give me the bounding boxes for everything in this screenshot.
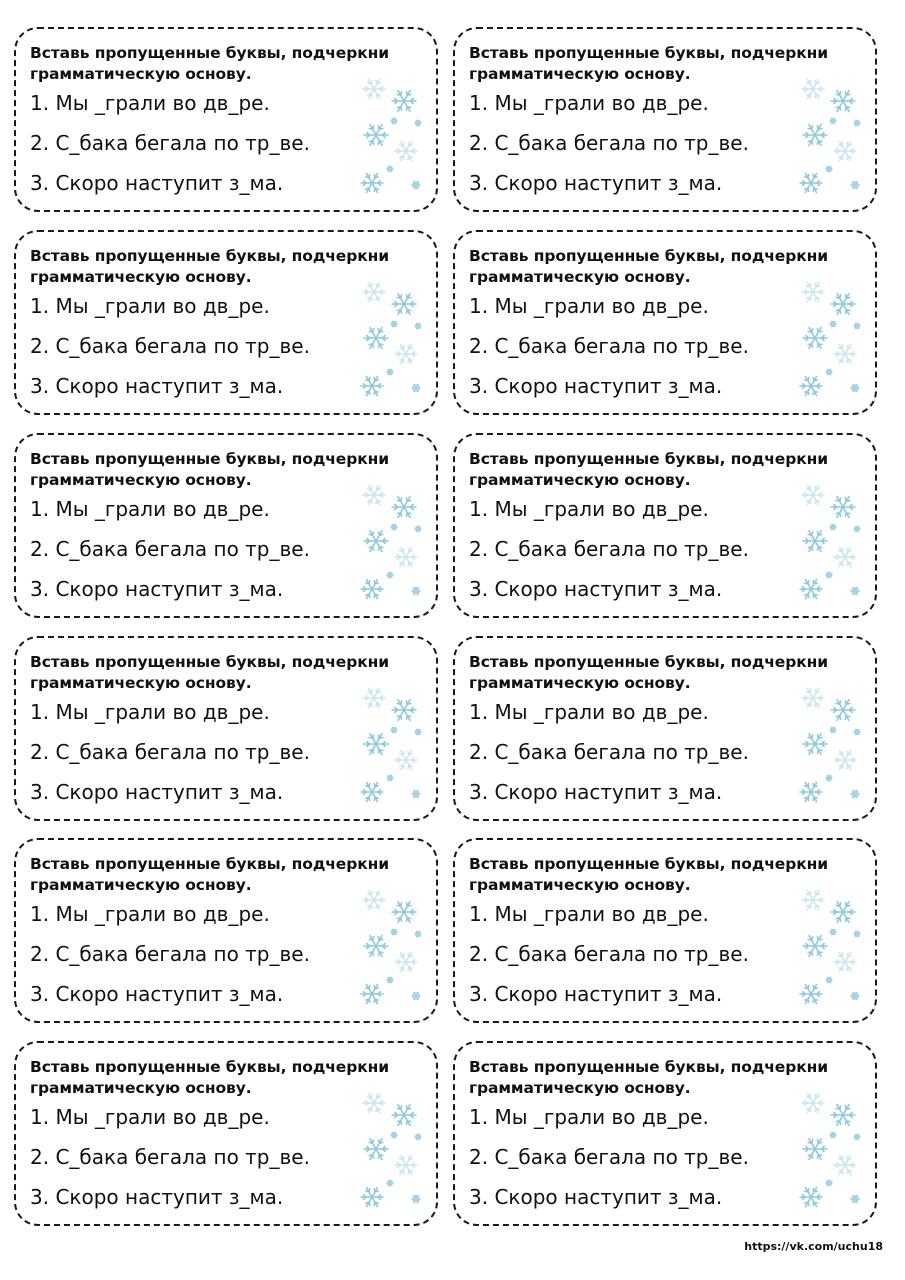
exercise-card: [453, 838, 877, 1023]
exercise-card: [14, 838, 438, 1023]
exercise-card: [453, 1041, 877, 1226]
task-sentence: 2. С_бака бегала по тр_ве.: [469, 942, 749, 966]
card-instruction: Вставь пропущенные буквы, подчеркни грамматическую основу.: [469, 450, 828, 489]
task-sentence: 1. Мы _грали во дв_ре.: [469, 700, 709, 724]
snowflakes-icon: [799, 888, 865, 1010]
exercise-card: [14, 27, 438, 212]
task-sentence: 1. Мы _грали во дв_ре.: [469, 294, 709, 318]
task-sentence: 2. С_бака бегала по тр_ве.: [469, 334, 749, 358]
snowflakes-icon: [799, 77, 865, 199]
task-sentence: 2. С_бака бегала по тр_ве.: [30, 334, 310, 358]
snowflakes-icon: [799, 1091, 865, 1213]
task-sentence: 3. Скоро наступит з_ма.: [469, 780, 723, 804]
task-sentence: 3. Скоро наступит з_ма.: [30, 577, 284, 601]
exercise-card: [453, 230, 877, 415]
task-sentence: 1. Мы _грали во дв_ре.: [469, 497, 709, 521]
card-instruction: Вставь пропущенные буквы, подчеркни грамматическую основу.: [469, 1058, 828, 1097]
snowflakes-icon: [360, 888, 426, 1010]
snowflakes-icon: [360, 280, 426, 402]
task-sentence: 3. Скоро наступит з_ма.: [30, 374, 284, 398]
task-sentence: 1. Мы _грали во дв_ре.: [30, 1105, 270, 1129]
task-sentence: 2. С_бака бегала по тр_ве.: [469, 1145, 749, 1169]
snowflakes-icon: [799, 686, 865, 808]
task-sentence: 3. Скоро наступит з_ма.: [469, 982, 723, 1006]
task-sentence: 3. Скоро наступит з_ма.: [469, 374, 723, 398]
card-instruction: Вставь пропущенные буквы, подчеркни грамматическую основу.: [469, 653, 828, 692]
task-sentence: 1. Мы _грали во дв_ре.: [30, 700, 270, 724]
exercise-card: [453, 27, 877, 212]
task-sentence: 1. Мы _грали во дв_ре.: [469, 902, 709, 926]
card-instruction: Вставь пропущенные буквы, подчеркни грамматическую основу.: [30, 44, 389, 83]
source-url: https://vk.com/uchu18: [744, 1240, 883, 1253]
task-sentence: 2. С_бака бегала по тр_ве.: [30, 537, 310, 561]
exercise-card: [453, 636, 877, 821]
task-sentence: 3. Скоро наступит з_ма.: [30, 1185, 284, 1209]
exercise-card: [14, 636, 438, 821]
task-sentence: 3. Скоро наступит з_ма.: [30, 982, 284, 1006]
exercise-card: [14, 230, 438, 415]
exercise-card: [14, 1041, 438, 1226]
task-sentence: 2. С_бака бегала по тр_ве.: [30, 1145, 310, 1169]
card-instruction: Вставь пропущенные буквы, подчеркни грамматическую основу.: [469, 247, 828, 286]
task-sentence: 3. Скоро наступит з_ма.: [469, 577, 723, 601]
task-sentence: 2. С_бака бегала по тр_ве.: [30, 942, 310, 966]
snowflakes-icon: [360, 686, 426, 808]
task-sentence: 3. Скоро наступит з_ма.: [30, 780, 284, 804]
task-sentence: 1. Мы _грали во дв_ре.: [30, 294, 270, 318]
exercise-card: [453, 433, 877, 618]
task-sentence: 3. Скоро наступит з_ма.: [30, 171, 284, 195]
task-sentence: 1. Мы _грали во дв_ре.: [30, 497, 270, 521]
snowflakes-icon: [360, 77, 426, 199]
task-sentence: 3. Скоро наступит з_ма.: [469, 1185, 723, 1209]
card-instruction: Вставь пропущенные буквы, подчеркни грамматическую основу.: [30, 1058, 389, 1097]
task-sentence: 3. Скоро наступит з_ма.: [469, 171, 723, 195]
task-sentence: 1. Мы _грали во дв_ре.: [469, 91, 709, 115]
task-sentence: 1. Мы _грали во дв_ре.: [30, 91, 270, 115]
task-sentence: 2. С_бака бегала по тр_ве.: [30, 740, 310, 764]
task-sentence: 2. С_бака бегала по тр_ве.: [469, 740, 749, 764]
card-instruction: Вставь пропущенные буквы, подчеркни грамматическую основу.: [469, 855, 828, 894]
card-instruction: Вставь пропущенные буквы, подчеркни грамматическую основу.: [30, 855, 389, 894]
card-instruction: Вставь пропущенные буквы, подчеркни грамматическую основу.: [30, 247, 389, 286]
task-sentence: 1. Мы _грали во дв_ре.: [30, 902, 270, 926]
task-sentence: 2. С_бака бегала по тр_ве.: [469, 131, 749, 155]
task-sentence: 1. Мы _грали во дв_ре.: [469, 1105, 709, 1129]
card-instruction: Вставь пропущенные буквы, подчеркни грамматическую основу.: [30, 653, 389, 692]
card-instruction: Вставь пропущенные буквы, подчеркни грамматическую основу.: [469, 44, 828, 83]
snowflakes-icon: [799, 280, 865, 402]
card-instruction: Вставь пропущенные буквы, подчеркни грамматическую основу.: [30, 450, 389, 489]
snowflakes-icon: [360, 483, 426, 605]
snowflakes-icon: [799, 483, 865, 605]
task-sentence: 2. С_бака бегала по тр_ве.: [30, 131, 310, 155]
exercise-card: [14, 433, 438, 618]
snowflakes-icon: [360, 1091, 426, 1213]
task-sentence: 2. С_бака бегала по тр_ве.: [469, 537, 749, 561]
